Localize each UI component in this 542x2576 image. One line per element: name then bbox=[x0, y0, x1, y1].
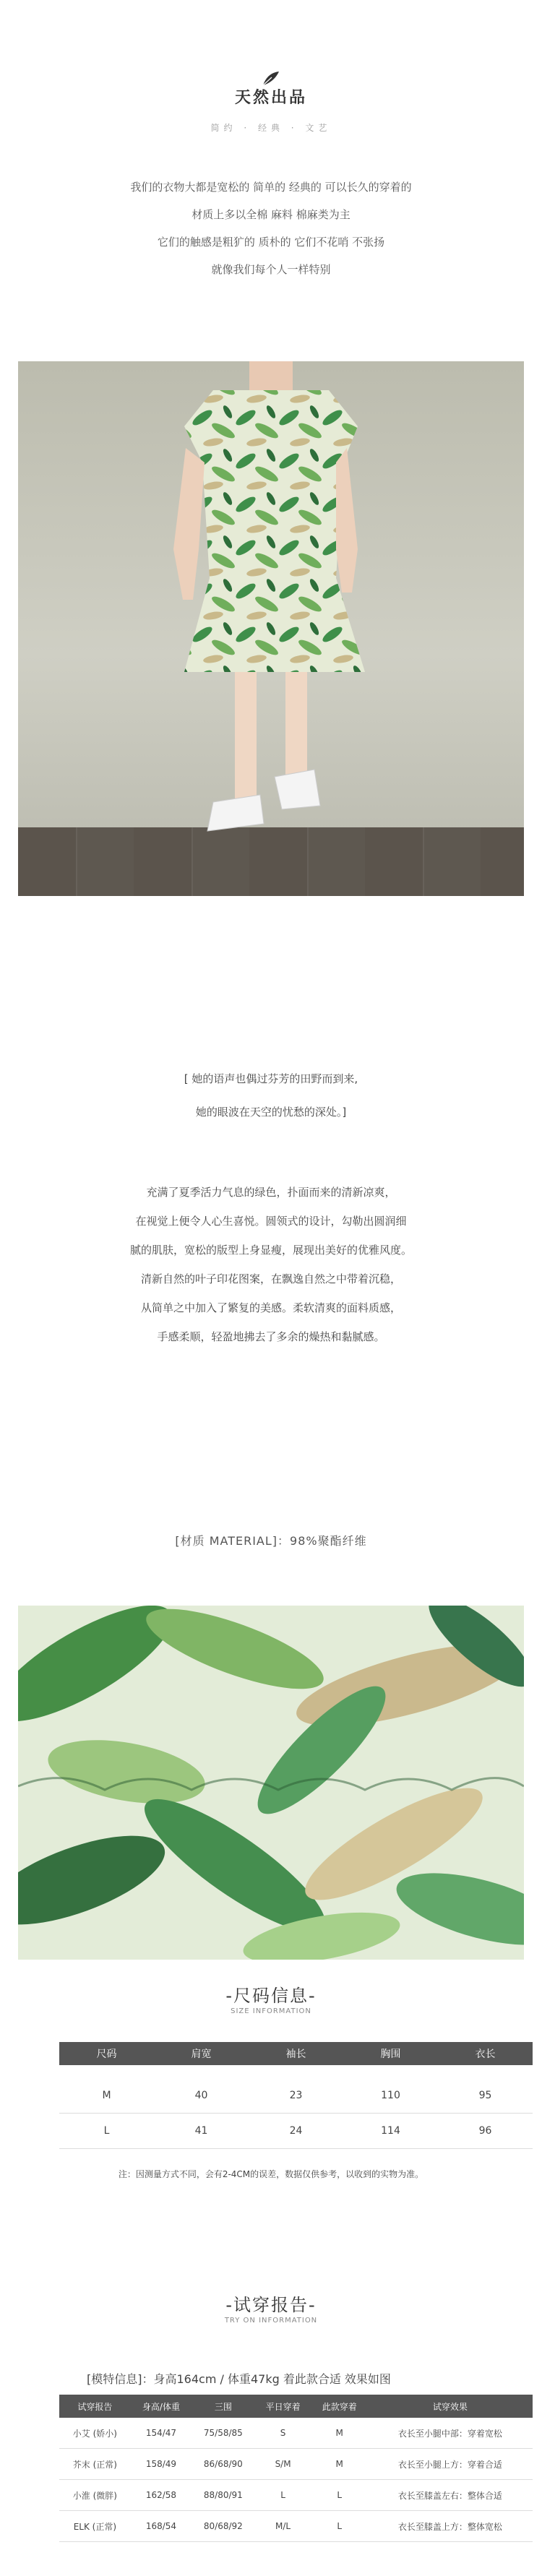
table-cell: 88/80/91 bbox=[192, 2480, 254, 2511]
table-header: 身高/体重 bbox=[131, 2395, 192, 2418]
table-cell: 110 bbox=[343, 2078, 438, 2114]
table-row bbox=[59, 2418, 533, 2449]
table-cell: 114 bbox=[343, 2114, 438, 2149]
description-line: 在视觉上便令人心生喜悦。圆领式的设计，勾勒出圆润细 bbox=[135, 1215, 407, 1228]
table-header: 袖长 bbox=[249, 2042, 343, 2065]
table-cell: 24 bbox=[249, 2114, 343, 2149]
table-cell: L bbox=[59, 2114, 154, 2149]
table-cell: ELK (正常) bbox=[59, 2511, 131, 2542]
table-cell: 40 bbox=[154, 2078, 249, 2114]
table-header: 平日穿着 bbox=[255, 2395, 311, 2418]
table-cell: 96 bbox=[438, 2114, 533, 2149]
quote-line: [ 她的语声也偶过芬芳的田野而到来, bbox=[184, 1072, 358, 1085]
model-photo bbox=[18, 361, 524, 896]
size-section-title: -尺码信息- bbox=[225, 1986, 317, 2006]
table-header: 肩宽 bbox=[154, 2042, 249, 2065]
table-cell: 80/68/92 bbox=[192, 2511, 254, 2542]
description-line: 清新自然的叶子印花图案，在飘逸自然之中带着沉稳， bbox=[140, 1272, 401, 1285]
brand-tagline: 简约 · 经典 · 文艺 bbox=[210, 123, 332, 133]
product-description bbox=[0, 1178, 542, 1351]
table-cell: S bbox=[255, 2418, 311, 2449]
intro-line: 我们的衣物大都是宽松的 简单的 经典的 可以长久的穿着的 bbox=[130, 181, 412, 194]
table-cell: 小淮 (微胖) bbox=[59, 2480, 131, 2511]
table-row bbox=[59, 2078, 533, 2114]
try-on-table bbox=[59, 2395, 533, 2542]
poetic-quote bbox=[0, 1062, 542, 1129]
table-cell: S/M bbox=[255, 2449, 311, 2480]
table-cell: M bbox=[311, 2418, 368, 2449]
table-cell: 158/49 bbox=[131, 2449, 192, 2480]
table-cell: 154/47 bbox=[131, 2418, 192, 2449]
description-line: 手感柔顺，轻盈地拂去了多余的燥热和黏腻感。 bbox=[157, 1330, 385, 1343]
try-section-subtitle: TRY ON INFORMATION bbox=[224, 2317, 318, 2325]
size-note: 注：因测量方式不同，会有2-4CM的误差，数据仅供参考，以收到的实物为准。 bbox=[118, 2169, 424, 2179]
table-cell: 41 bbox=[154, 2114, 249, 2149]
table-header-row bbox=[59, 2395, 533, 2418]
table-cell: M bbox=[59, 2078, 154, 2114]
size-section-subtitle: SIZE INFORMATION bbox=[231, 2007, 311, 2015]
quote-line: 她的眼波在天空的忧愁的深处。] bbox=[195, 1106, 347, 1119]
table-header: 尺码 bbox=[59, 2042, 154, 2065]
table-cell: L bbox=[311, 2480, 368, 2511]
intro-line: 就像我们每个人一样特别 bbox=[211, 263, 331, 276]
intro-text bbox=[0, 173, 542, 283]
table-header: 试穿效果 bbox=[368, 2395, 533, 2418]
try-section-title: -试穿报告- bbox=[225, 2295, 317, 2315]
table-cell: 23 bbox=[249, 2078, 343, 2114]
table-header: 胸围 bbox=[343, 2042, 438, 2065]
intro-line: 它们的触感是粗犷的 质朴的 它们不花哨 不张扬 bbox=[157, 236, 385, 249]
table-cell: 86/68/90 bbox=[192, 2449, 254, 2480]
description-line: 腻的肌肤，宽松的版型上身显瘦，展现出美好的优雅风度。 bbox=[129, 1244, 412, 1257]
table-row bbox=[59, 2449, 533, 2480]
table-header: 衣长 bbox=[438, 2042, 533, 2065]
table-cell: L bbox=[311, 2511, 368, 2542]
description-line: 充满了夏季活力气息的绿色，扑面而来的清新凉爽， bbox=[146, 1186, 396, 1199]
table-cell: M bbox=[311, 2449, 368, 2480]
table-cell: 衣长至膝盖上方：整体宽松 bbox=[368, 2511, 533, 2542]
model-fit-info: [模特信息]：身高164cm / 体重47kg 着此款合适 效果如图 bbox=[87, 2372, 391, 2386]
table-header: 此款穿着 bbox=[311, 2395, 368, 2418]
table-cell: 衣长至小腿中部：穿着宽松 bbox=[368, 2418, 533, 2449]
fabric-detail-photo bbox=[18, 1606, 524, 1960]
table-cell: 75/58/85 bbox=[192, 2418, 254, 2449]
table-cell: 小艾 (娇小) bbox=[59, 2418, 131, 2449]
table-row bbox=[59, 2511, 533, 2542]
table-row bbox=[59, 2114, 533, 2149]
material-info: [材质 MATERIAL]：98%聚酯纤维 bbox=[175, 1534, 367, 1548]
table-cell: 衣长至膝盖左右：整体合适 bbox=[368, 2480, 533, 2511]
model-figure bbox=[18, 361, 524, 896]
table-cell: 95 bbox=[438, 2078, 533, 2114]
table-cell: 162/58 bbox=[131, 2480, 192, 2511]
intro-line: 材质上多以全棉 麻料 棉麻类为主 bbox=[192, 208, 350, 221]
size-table bbox=[59, 2042, 533, 2149]
table-header: 三围 bbox=[192, 2395, 254, 2418]
table-row bbox=[59, 2480, 533, 2511]
table-header-row bbox=[59, 2042, 533, 2065]
brand-name: 天然出品 bbox=[234, 89, 307, 107]
table-spacer bbox=[59, 2065, 533, 2078]
leaf-print-pattern bbox=[18, 1606, 524, 1960]
table-cell: 芥末 (正常) bbox=[59, 2449, 131, 2480]
table-cell: 衣长至小腿上方：穿着合适 bbox=[368, 2449, 533, 2480]
table-cell: 168/54 bbox=[131, 2511, 192, 2542]
table-cell: M/L bbox=[255, 2511, 311, 2542]
table-header: 试穿报告 bbox=[59, 2395, 131, 2418]
table-cell: L bbox=[255, 2480, 311, 2511]
description-line: 从简单之中加入了繁复的美感。柔软清爽的面料质感， bbox=[140, 1301, 401, 1314]
